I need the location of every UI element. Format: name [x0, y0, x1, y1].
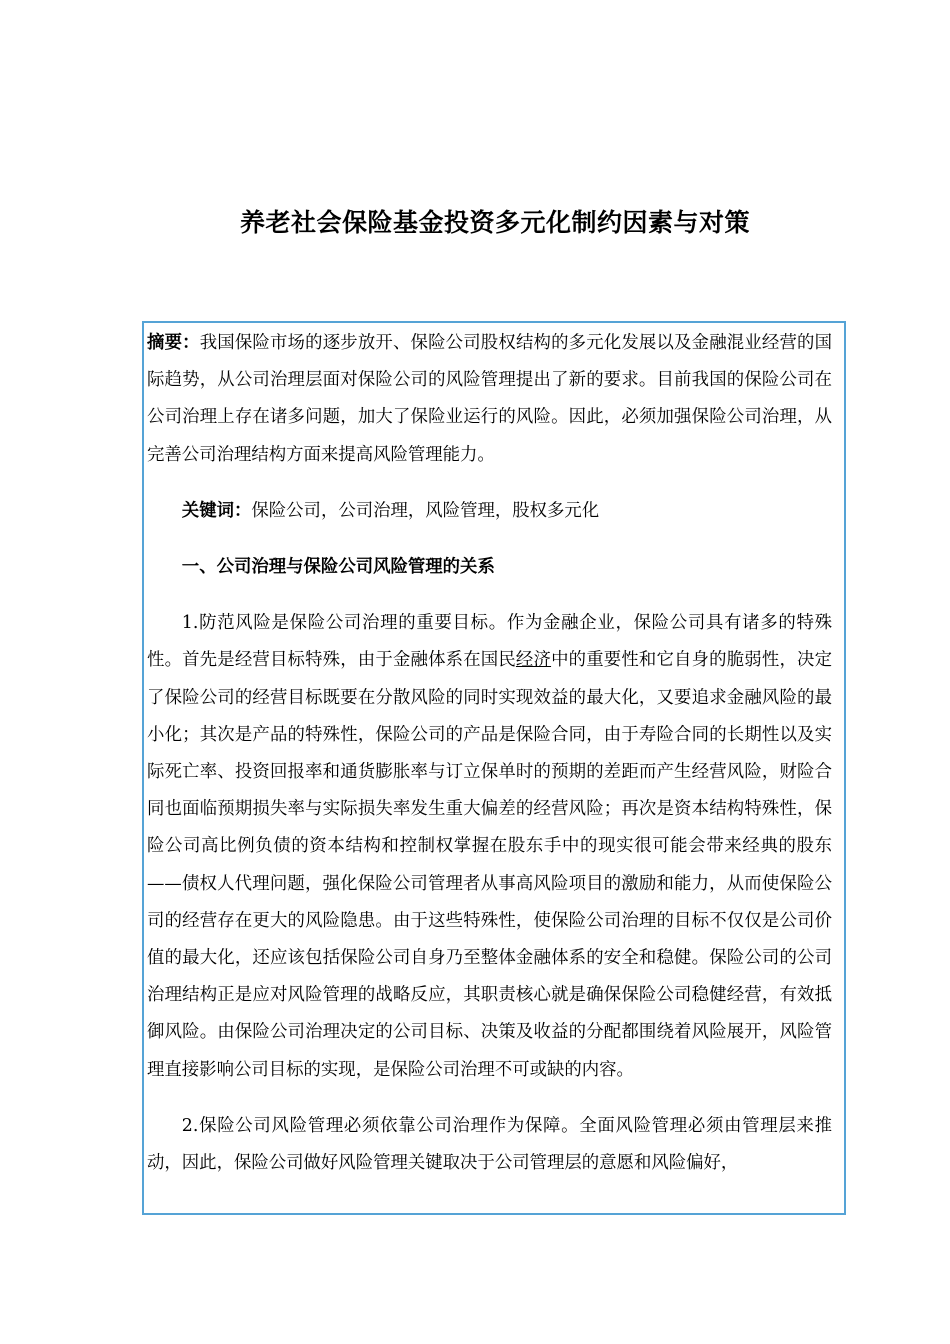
body-paragraph-1 — [147, 605, 832, 1089]
keywords-text: 保险公司，公司治理，风险管理，股权多元化 — [251, 500, 600, 521]
paragraph-gap — [147, 530, 832, 549]
abstract-text: 我国保险市场的逐步放开、保险公司股权结构的多元化发展以及金融混业经营的国际趋势，从公司治理层面对保险公司的风险管理提出了新的要求。目前我国的保险公司在公司治理上存在诸多问题，加大了保险业运行的风险。因此，必须加强保险公司治理，从完善公司治理结构方面来提高风险管理能力。 — [147, 333, 832, 465]
content-frame — [142, 321, 846, 1215]
abstract-paragraph — [147, 325, 832, 474]
abstract-label: 摘要： — [147, 333, 200, 353]
paragraph-gap — [147, 1089, 832, 1108]
section-heading: 一、公司治理与保险公司风险管理的关系 — [181, 557, 495, 578]
document-title: 养老社会保险基金投资多元化制约因素与对策 — [239, 208, 750, 237]
paragraph-1-text-end: 中的重要性和它自身的脆弱性，决定了保险公司的经营目标既要在分散风险的同时实现效益的最大化，又要追求金融风险的最小化；其次是产品的特殊性，保险公司的产品是保险合同，由于寿险合同的长期性以及实际死亡率、投资回报率和通货膨胀率与订立保单时的预期的差距而产生经营风险，财险合同也面临预期损失率与实际损失率发生重大偏差的经营风险；再次是资本结构特殊性，保险公司高比例负债的资本结构和控制权掌握在股东手中的现实很可能会带来经典的股东——债权人代理问题，强化保险公司管理者从事高风险项目的激励和能力，从而使保险公司的经营存在更大的风险隐患。由于这些特殊性，使保险公司治理的目标不仅仅是公司价值的最大化，还应该包括保险公司自身乃至整体金融体系的安全和稳健。保险公司的公司治理结构正是应对风险管理的战略反应，其职责核心就是确保保险公司稳健经营，有效抵御风险。由保险公司治理决定的公司目标、决策及收益的分配都围绕着风险展开，风险管理直接影响公司目标的实现，是保险公司治理不可或缺的内容。 — [147, 650, 832, 1080]
paragraph-gap — [147, 474, 832, 493]
paragraph-1-text-start: 1.防范风险是保险公司治理的重要目标。作为金融企业，保险公司具有诸多的特殊性。首先是经营目标特殊，由于金融体系在国民 — [147, 613, 832, 671]
keywords-label: 关键词： — [181, 500, 252, 521]
economy-link[interactable]: 经济 — [515, 650, 552, 671]
document-body — [144, 323, 844, 1182]
paragraph-gap — [147, 586, 832, 605]
keywords-paragraph — [147, 493, 832, 530]
body-paragraph-2: 2.保险公司风险管理必须依靠公司治理作为保障。全面风险管理必须由管理层来推动，因此，保险公司做好风险管理关键取决于公司管理层的意愿和风险偏好， — [147, 1115, 832, 1174]
